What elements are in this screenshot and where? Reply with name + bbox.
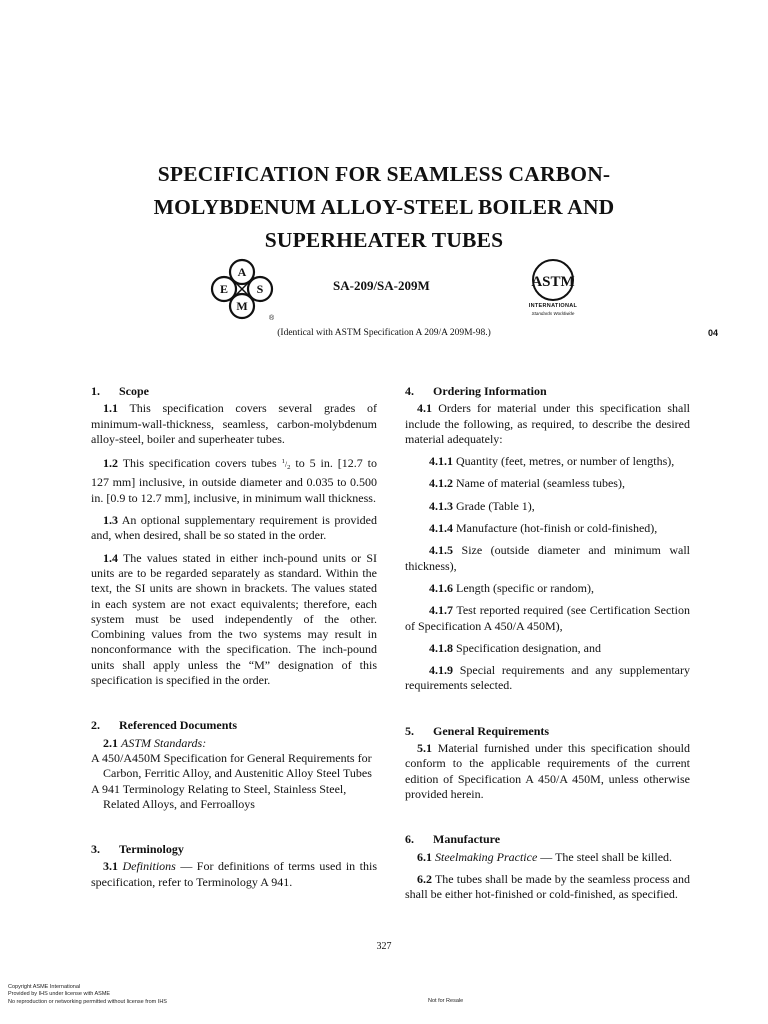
asme-logo xyxy=(210,258,274,322)
asme-letter-m: M xyxy=(236,299,248,313)
item-4-1-8: 4.1.8 Specification designation, and xyxy=(429,640,601,655)
asme-letter-s: S xyxy=(256,282,264,296)
paragraph-2-1: 2.1 ASTM Standards: xyxy=(103,735,207,750)
item-4-1-7: 4.1.7 Test reported required (see Certification Section of Specification A 450/A 450M), xyxy=(405,603,690,633)
left-column xyxy=(91,384,377,890)
item-4-1-6: 4.1.6 Length (specific or random), xyxy=(429,580,594,595)
astm-mark-text: ASTM xyxy=(531,274,575,290)
section-1-heading: 1. Scope xyxy=(91,384,149,398)
section-4-heading: 4. Ordering Information xyxy=(405,384,547,398)
section-2-heading: 2. Referenced Documents xyxy=(91,718,238,733)
identical-note: (Identical with ASTM Specification A 209/A 209M-98.) xyxy=(277,328,491,338)
footer-line-2: Provided by IHS under license with ASME xyxy=(8,991,111,998)
section-3-heading: 3. Terminology xyxy=(91,842,184,857)
section-6-heading: 6. Manufacture xyxy=(405,832,501,847)
paragraph-6-1: 6.1 Steelmaking Practice — The steel shall be killed. xyxy=(417,849,673,864)
astm-logo xyxy=(524,258,582,320)
document-title xyxy=(0,158,768,257)
not-for-resale: Not for Resale xyxy=(428,998,464,1004)
section-5-heading: 5. General Requirements xyxy=(405,723,550,738)
item-4-1-3: 4.1.3 Grade (Table 1), xyxy=(429,498,535,513)
paragraph-1-4: 1.4 The values stated in either inch-pound units or SI units are to be regarded separately as standard. Within the text, the SI units are shown in brackets. The values stated in each system are not exact equivalents; therefore, each system must be used independently of the other. Combining values from the two systems may result in nonconformance with the specification. The inch-pound units shall apply unless the “M” designation of this specification is specified in the order. xyxy=(91,550,377,688)
title-line-3: SUPERHEATER TUBES xyxy=(264,228,504,252)
footer-line-1: Copyright ASME International xyxy=(8,984,81,990)
edition-year: 04 xyxy=(708,328,719,338)
right-column xyxy=(405,384,690,902)
paragraph-6-2: 6.2 The tubes shall be made by the seamless process and shall be either hot-finished or cold-finished, as specified. xyxy=(405,871,690,902)
item-4-1-1: 4.1.1 Quantity (feet, metres, or number of lengths), xyxy=(429,454,675,469)
title-line-2: MOLYBDENUM ALLOY-STEEL BOILER AND xyxy=(153,195,615,219)
paragraph-4-1: 4.1 Orders for material under this specification shall include the following, as required, to describe the desired material adequately: xyxy=(405,401,690,446)
astm-tagline: Standards Worldwide xyxy=(531,311,575,316)
astm-mark-icon xyxy=(524,258,582,302)
reference-a450: A 450/A450M Specification for General Requirements for Carbon, Ferritic Alloy, and Austenitic Alloy Steel Tubes xyxy=(91,750,372,781)
copyright-footer xyxy=(8,984,167,1006)
asme-letter-a: A xyxy=(237,265,247,279)
item-4-1-9: 4.1.9 Special requirements and any supplementary requirements selected. xyxy=(405,663,690,693)
page-number: 327 xyxy=(376,941,392,952)
designation: SA-209/SA-209M xyxy=(333,278,430,293)
item-4-1-2: 4.1.2 Name of material (seamless tubes), xyxy=(429,476,625,491)
title-line-1: SPECIFICATION FOR SEAMLESS CARBON- xyxy=(157,162,611,186)
footer-line-3: No reproduction or networking permitted without license from IHS xyxy=(8,998,167,1005)
paragraph-1-1: 1.1 This specification covers several grades of minimum-wall-thickness, seamless, carbon-molybdenum alloy-steel, boiler and superheater tubes. xyxy=(91,401,377,446)
item-4-1-4: 4.1.4 Manufacture (hot-finish or cold-finished), xyxy=(429,521,658,536)
paragraph-1-2: 1.2 This specification covers tubes $^1/_2$ to 5 in. [12.7 to 127 mm] inclusive, in outside diameter and 0.035 to 0.500 in. [0.9 to 12.7 mm], inclusive, in minimum wall thickness. xyxy=(91,456,377,505)
registered-mark: ® xyxy=(269,315,274,322)
paragraph-3-1: 3.1 Definitions — For definitions of terms used in this specification, refer to Terminology A 941. xyxy=(91,859,378,889)
paragraph-5-1: 5.1 Material furnished under this specification should conform to the applicable requirements of the current edition of Specification A 450/A 450M, unless otherwise provided herein. xyxy=(405,741,690,801)
astm-international-text: INTERNATIONAL xyxy=(528,303,578,309)
paragraph-1-3: 1.3 An optional supplementary requirement is provided and, when desired, shall be so stated in the order. xyxy=(91,513,377,543)
item-4-1-5: 4.1.5 Size (outside diameter and minimum wall thickness), xyxy=(405,543,691,573)
fraction-one-half: $^1/_2$ xyxy=(281,458,291,472)
reference-a941: A 941 Terminology Relating to Steel, Stainless Steel, Related Alloys, and Ferroalloys xyxy=(91,781,347,811)
asme-letter-e: E xyxy=(219,282,229,296)
